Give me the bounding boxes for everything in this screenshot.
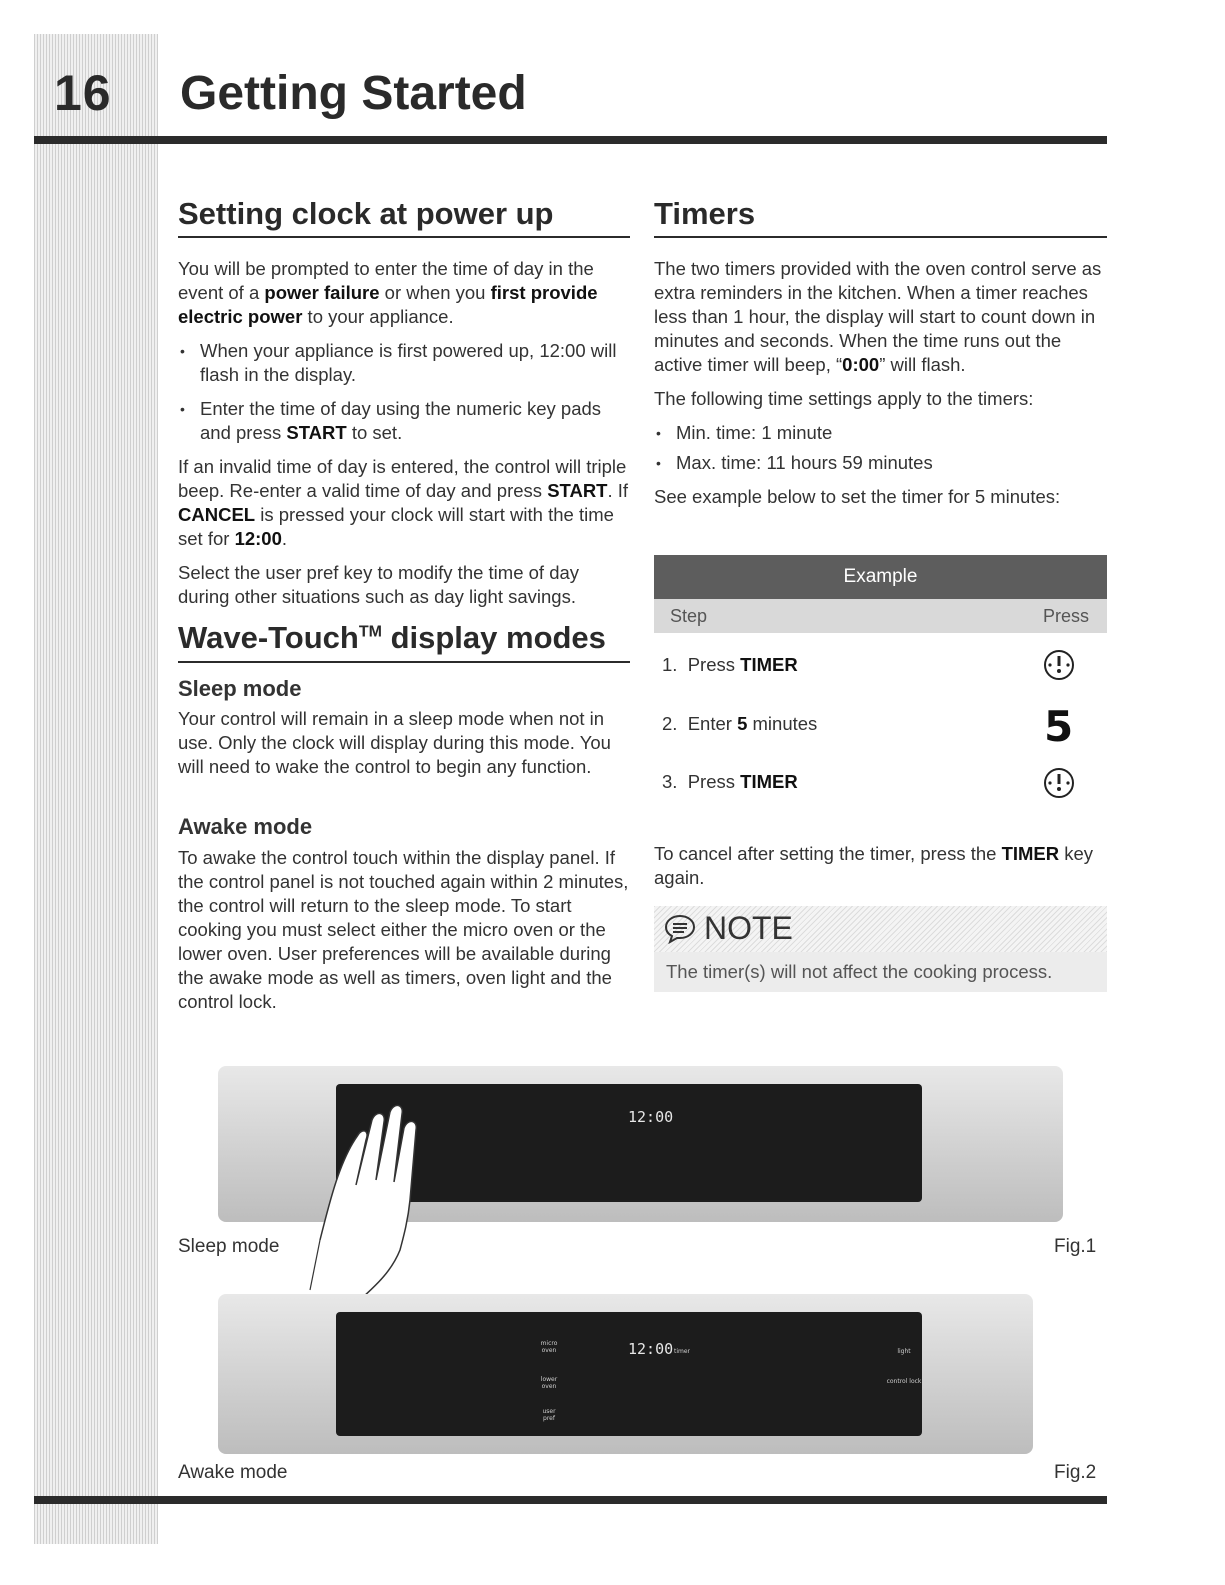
- key-5: 5: [1044, 702, 1074, 751]
- example-col-press: Press: [1042, 606, 1089, 626]
- timers-settings-intro: The following time settings apply to the timers:: [654, 388, 1034, 409]
- timers-example-intro: See example below to set the timer for 5 minutes:: [654, 486, 1061, 507]
- timer-icon: [1042, 766, 1076, 800]
- page-number: 16: [54, 65, 112, 121]
- timers-max: • Max. time: 11 hours 59 minutes: [654, 451, 1107, 475]
- note-label: NOTE: [704, 910, 793, 946]
- example-subheader: [654, 599, 1107, 633]
- oven-light-key[interactable]: light: [897, 1348, 911, 1355]
- timers-intro: The two timers provided with the oven control serve as extra reminders in the kitchen. When a timer reaches less than 1 hour, the display will start to count down in minutes and seconds. When the time runs out the active timer will beep, “0:00” will flash.: [654, 258, 1102, 375]
- sleep-heading: Sleep mode: [178, 676, 302, 701]
- hand-illustration: [300, 1090, 440, 1300]
- clock-userpref: Select the user pref key to modify the time of day during other situations such as day light savings.: [178, 562, 580, 607]
- clock-heading: Setting clock at power up: [178, 196, 554, 231]
- clock-bullet-2: • Enter the time of day using the numeric key pads and press START to set.: [178, 397, 633, 445]
- example-title: Example: [654, 555, 1107, 599]
- timers-heading: Timers: [654, 196, 756, 231]
- example-step-3: 3. Press TIMER: [662, 771, 798, 792]
- awake-heading: Awake mode: [178, 814, 313, 839]
- micro-oven-key[interactable]: micro oven: [540, 1340, 558, 1354]
- fig2-clock-readout: 12:00: [628, 1340, 674, 1358]
- example-step-1: 1. Press TIMER: [662, 654, 798, 675]
- clock-bullet-1: • When your appliance is first powered up, 12:00 will flash in the display.: [178, 339, 633, 387]
- clock-invalid: If an invalid time of day is entered, the control will triple beep. Re-enter a valid time of day and press START. If CANCEL is pressed your clock will start with the time set for 12:00.: [178, 456, 629, 549]
- fig2-label: Fig.2: [1054, 1462, 1097, 1483]
- user-pref-key[interactable]: user pref: [542, 1408, 556, 1422]
- clock-heading-rule: [178, 236, 630, 238]
- timers-body: [654, 257, 1107, 519]
- page-title: Getting Started: [180, 67, 527, 120]
- example-col-step: Step: [670, 606, 708, 626]
- timer-icon: [1042, 648, 1076, 682]
- note-text: The timer(s) will not affect the cooking process.: [654, 952, 1107, 992]
- footer-rule: [34, 1496, 1107, 1504]
- example-step-2: 2. Enter 5 minutes: [662, 713, 818, 734]
- wave-heading: Wave-Touch™ display modes: [178, 620, 606, 655]
- control-lock-key[interactable]: control lock: [886, 1378, 922, 1385]
- fig1-label: Fig.1: [1054, 1236, 1097, 1257]
- fig2-display-panel: [336, 1312, 922, 1436]
- header-rule: [34, 136, 1107, 144]
- timers-min: • Min. time: 1 minute: [654, 421, 1107, 445]
- timers-heading-rule: [654, 236, 1107, 238]
- note-icon: [664, 914, 696, 944]
- timers-cancel: To cancel after setting the timer, press the TIMER key again.: [654, 843, 1094, 888]
- awake-text: To awake the control touch within the display panel. If the control panel is not touched again within 2 minutes, the control will return to the sleep mode. To start cooking you must select either the micro oven or the lower oven. User preferences will be available during the awake mode as well as timers, oven light and the control lock.: [178, 847, 629, 1012]
- timer-key[interactable]: timer: [673, 1348, 691, 1355]
- fig1-clock-readout: 12:00: [628, 1108, 674, 1126]
- lower-oven-key[interactable]: lower oven: [540, 1376, 558, 1390]
- sleep-text: Your control will remain in a sleep mode when not in use. Only the clock will display during this mode. You will need to wake the control to begin any function.: [178, 708, 611, 777]
- fig2-caption: Awake mode: [178, 1462, 288, 1483]
- page-side-band: [34, 34, 158, 1544]
- note-header: [654, 906, 1107, 952]
- wave-heading-rule: [178, 661, 630, 663]
- clock-intro: You will be prompted to enter the time of day in the event of a power failure or when you first provide electric power to your appliance.: [178, 258, 598, 327]
- clock-body: [178, 257, 633, 619]
- fig1-caption: Sleep mode: [178, 1236, 280, 1257]
